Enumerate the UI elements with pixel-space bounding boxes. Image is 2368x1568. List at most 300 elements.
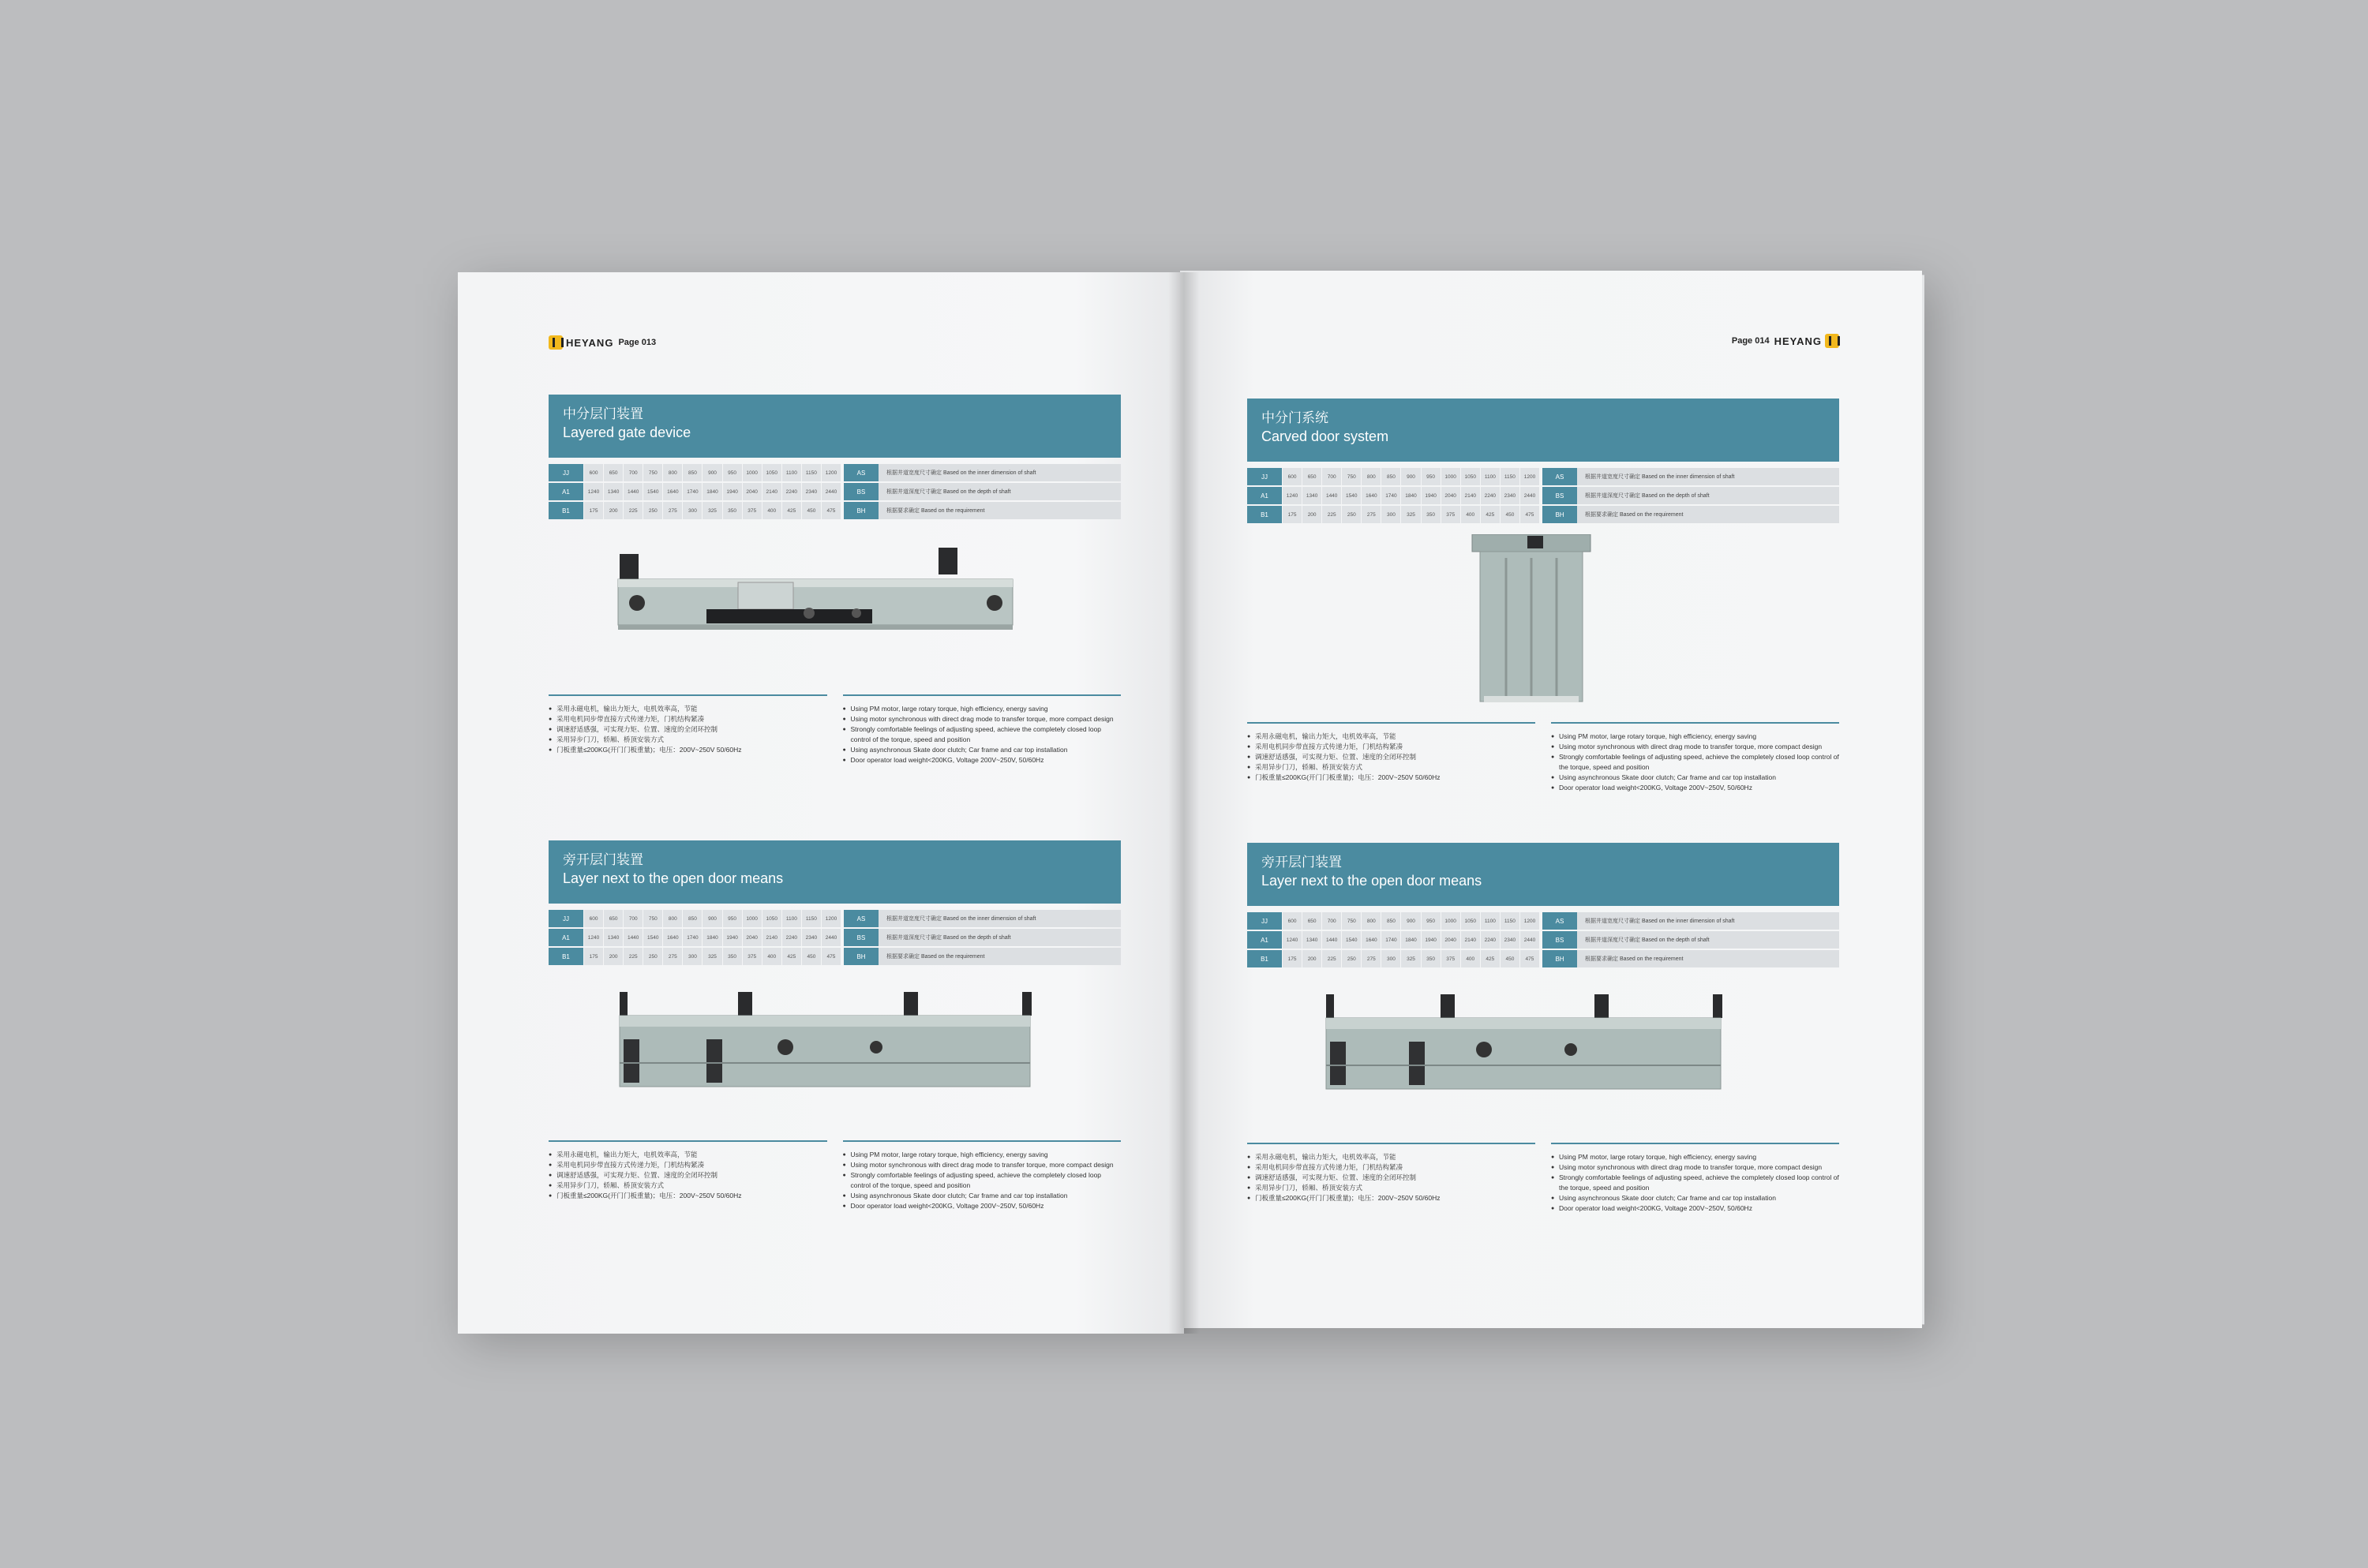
spec-cell: 350 bbox=[722, 948, 742, 965]
spec-cell: 475 bbox=[821, 502, 841, 519]
spec-table bbox=[549, 910, 1121, 967]
spec-cell: 650 bbox=[1302, 912, 1321, 930]
spec-desc-row bbox=[1542, 931, 1839, 949]
notes-en bbox=[1551, 722, 1839, 793]
spec-cell: 950 bbox=[722, 910, 742, 927]
spec-cell: 2240 bbox=[1480, 931, 1500, 949]
spec-desc-text: 根据井道宽度尺寸确定 Based on the inner dimension of shaft bbox=[1577, 912, 1839, 930]
brand-logo bbox=[1774, 334, 1839, 348]
section-side-opening bbox=[549, 840, 1121, 1211]
spec-cell: 1340 bbox=[1302, 487, 1321, 504]
spec-cell: 425 bbox=[1480, 506, 1500, 523]
feature-note: ● Strongly comfortable feelings of adjusting speed, achieve the completely closed loop control of the torque, speed and position bbox=[843, 1170, 1122, 1191]
brand-logo bbox=[549, 335, 613, 350]
spec-cell: 1240 bbox=[583, 929, 603, 946]
spec-code: JJ bbox=[1247, 912, 1282, 930]
left-page bbox=[458, 272, 1184, 1334]
spec-cell: 325 bbox=[1400, 950, 1420, 967]
spec-cell: 375 bbox=[742, 502, 762, 519]
spec-cell: 1940 bbox=[722, 929, 742, 946]
spec-desc-row bbox=[844, 910, 1121, 927]
spec-cell: 900 bbox=[1400, 912, 1420, 930]
spec-cell: 600 bbox=[1282, 912, 1302, 930]
spec-cell: 1440 bbox=[623, 929, 643, 946]
spec-cell: 1050 bbox=[1460, 912, 1480, 930]
spec-values bbox=[549, 464, 841, 521]
spec-cell: 900 bbox=[1400, 468, 1420, 485]
spec-code: B1 bbox=[1247, 950, 1282, 967]
spec-cell: 425 bbox=[1480, 950, 1500, 967]
spec-code: JJ bbox=[549, 910, 583, 927]
spec-code: B1 bbox=[549, 502, 583, 519]
spec-cell: 300 bbox=[682, 502, 702, 519]
spec-cell: 250 bbox=[1341, 506, 1361, 523]
section-title-en: Carved door system bbox=[1261, 428, 1389, 444]
spec-descriptions bbox=[844, 464, 1121, 521]
spec-desc-text: 根据要求确定 Based on the requirement bbox=[1577, 950, 1839, 967]
spec-cell: 2140 bbox=[1460, 487, 1480, 504]
spec-cell: 1840 bbox=[702, 929, 721, 946]
feature-note: ● 采用异步门刀，轿厢、桥顶安装方式 bbox=[1247, 762, 1535, 773]
spec-cell: 1050 bbox=[762, 464, 781, 481]
spec-table bbox=[549, 464, 1121, 521]
spec-cell: 325 bbox=[1400, 506, 1420, 523]
spec-cell: 1340 bbox=[1302, 931, 1321, 949]
right-page bbox=[1180, 271, 1922, 1328]
spec-cell: 800 bbox=[1361, 912, 1381, 930]
page-number: Page 014 bbox=[1731, 336, 1770, 346]
spec-cell: 1050 bbox=[1460, 468, 1480, 485]
spec-cell: 1200 bbox=[1519, 912, 1539, 930]
notes-en bbox=[843, 694, 1122, 765]
spec-cell: 400 bbox=[762, 948, 781, 965]
spec-desc-text: 根据要求确定 Based on the requirement bbox=[1577, 506, 1839, 523]
spec-cell: 300 bbox=[1381, 950, 1400, 967]
spec-code: BS bbox=[844, 483, 879, 500]
spec-desc-row bbox=[844, 948, 1121, 965]
spec-values bbox=[1247, 912, 1539, 969]
page-number: Page 013 bbox=[618, 338, 657, 347]
spec-row bbox=[1247, 931, 1539, 949]
logo-text: HEYANG bbox=[566, 336, 614, 349]
feature-note: ● 采用异步门刀，轿厢、桥顶安装方式 bbox=[549, 735, 827, 745]
spec-row bbox=[1247, 506, 1539, 523]
spec-cell: 700 bbox=[1321, 468, 1341, 485]
feature-notes bbox=[1247, 722, 1839, 793]
spec-code: AS bbox=[1542, 468, 1577, 485]
section-banner bbox=[1247, 843, 1839, 906]
spec-cell: 175 bbox=[583, 502, 603, 519]
spec-row bbox=[549, 948, 841, 965]
feature-note: ● Using PM motor, large rotary torque, high efficiency, energy saving bbox=[843, 1150, 1122, 1160]
section-title-en: Layer next to the open door means bbox=[1261, 873, 1482, 889]
door-operator-illustration bbox=[1247, 979, 1839, 1136]
spec-cell: 1740 bbox=[682, 929, 702, 946]
spec-cell: 2340 bbox=[1500, 931, 1519, 949]
spec-cell: 200 bbox=[1302, 506, 1321, 523]
spec-cell: 175 bbox=[1282, 950, 1302, 967]
spec-cell: 225 bbox=[623, 502, 643, 519]
spec-cell: 1940 bbox=[1421, 487, 1441, 504]
spec-cell: 1200 bbox=[821, 910, 841, 927]
spec-code: A1 bbox=[549, 929, 583, 946]
section-title-cn: 中分层门装置 bbox=[563, 406, 643, 421]
spec-cell: 2340 bbox=[801, 929, 821, 946]
spec-cell: 2040 bbox=[1441, 487, 1460, 504]
spec-cell: 950 bbox=[1421, 912, 1441, 930]
product-image-center-opening bbox=[549, 530, 1121, 688]
spec-cell: 350 bbox=[722, 502, 742, 519]
feature-note: ● Using motor synchronous with direct drag mode to transfer torque, more compact design bbox=[1551, 1162, 1839, 1173]
spec-cell: 750 bbox=[1341, 468, 1361, 485]
door-operator-illustration bbox=[549, 530, 1121, 688]
spec-cell: 700 bbox=[623, 910, 643, 927]
spec-row bbox=[549, 483, 841, 500]
spec-code: BS bbox=[1542, 931, 1577, 949]
spec-cell: 750 bbox=[643, 910, 662, 927]
spec-cell: 1540 bbox=[1341, 931, 1361, 949]
spec-cell: 2440 bbox=[1519, 487, 1539, 504]
spec-cell: 200 bbox=[603, 502, 623, 519]
spec-cell: 225 bbox=[1321, 950, 1341, 967]
feature-note: ● Using asynchronous Skate door clutch; Car frame and car top installation bbox=[1551, 773, 1839, 783]
feature-note: ● 采用电机同步带直接方式传递力矩，门机结构紧凑 bbox=[549, 1160, 827, 1170]
section-title-cn: 旁开层门装置 bbox=[1261, 855, 1342, 870]
spec-cell: 600 bbox=[583, 910, 603, 927]
product-image-side-opening bbox=[1247, 979, 1839, 1136]
spec-cell: 1150 bbox=[1500, 468, 1519, 485]
feature-note: ● 采用电机同步带直接方式传递力矩，门机结构紧凑 bbox=[1247, 742, 1535, 752]
spec-code: JJ bbox=[549, 464, 583, 481]
spec-row bbox=[549, 464, 841, 481]
feature-note: ● Door operator load weight<200KG, Voltage 200V~250V, 50/60Hz bbox=[843, 755, 1122, 765]
spec-cell: 650 bbox=[1302, 468, 1321, 485]
feature-note: ● 门板重量≤200KG(开门门板重量)；电压：200V~250V 50/60Hz bbox=[1247, 773, 1535, 783]
spec-cell: 900 bbox=[702, 464, 721, 481]
feature-note: ● Using PM motor, large rotary torque, high efficiency, energy saving bbox=[843, 704, 1122, 714]
feature-note: ● Strongly comfortable feelings of adjusting speed, achieve the completely closed loop control of the torque, speed and position bbox=[843, 724, 1122, 745]
spec-cell: 375 bbox=[742, 948, 762, 965]
spec-cell: 475 bbox=[821, 948, 841, 965]
spec-desc-row bbox=[844, 929, 1121, 946]
spec-cell: 2040 bbox=[742, 929, 762, 946]
section-title-cn: 中分门系统 bbox=[1261, 410, 1328, 425]
spec-cell: 450 bbox=[1500, 950, 1519, 967]
spec-cell: 1440 bbox=[623, 483, 643, 500]
spec-desc-text: 根据井道深度尺寸确定 Based on the depth of shaft bbox=[879, 929, 1121, 946]
spec-desc-text: 根据井道宽度尺寸确定 Based on the inner dimension of shaft bbox=[879, 464, 1121, 481]
spec-cell: 300 bbox=[682, 948, 702, 965]
spec-descriptions bbox=[844, 910, 1121, 967]
notes-cn bbox=[1247, 1143, 1535, 1214]
feature-note: ● 调速舒适感强，可实现力矩、位置、速度的全闭环控制 bbox=[1247, 752, 1535, 762]
spec-cell: 1240 bbox=[583, 483, 603, 500]
spec-cell: 600 bbox=[1282, 468, 1302, 485]
spec-row bbox=[1247, 912, 1539, 930]
feature-note: ● 调速舒适感强，可实现力矩、位置、速度的全闭环控制 bbox=[549, 724, 827, 735]
feature-note: ● Using motor synchronous with direct drag mode to transfer torque, more compact design bbox=[843, 1160, 1122, 1170]
spec-cell: 450 bbox=[801, 948, 821, 965]
section-side-opening-right bbox=[1247, 843, 1839, 1214]
spec-cell: 1540 bbox=[643, 929, 662, 946]
spec-cell: 1540 bbox=[1341, 487, 1361, 504]
spec-cell: 1640 bbox=[662, 929, 682, 946]
spec-desc-text: 根据井道深度尺寸确定 Based on the depth of shaft bbox=[879, 483, 1121, 500]
spec-desc-row bbox=[844, 502, 1121, 519]
section-banner bbox=[1247, 399, 1839, 462]
spec-row bbox=[549, 929, 841, 946]
spec-cell: 1100 bbox=[781, 464, 801, 481]
spec-cell: 950 bbox=[722, 464, 742, 481]
feature-note: ● Using motor synchronous with direct drag mode to transfer torque, more compact design bbox=[843, 714, 1122, 724]
spec-cell: 850 bbox=[682, 464, 702, 481]
feature-note: ● Using PM motor, large rotary torque, high efficiency, energy saving bbox=[1551, 732, 1839, 742]
spec-cell: 1640 bbox=[1361, 487, 1381, 504]
feature-note: ● 门板重量≤200KG(开门门板重量)；电压：200V~250V 50/60Hz bbox=[549, 1191, 827, 1201]
spec-cell: 2040 bbox=[1441, 931, 1460, 949]
spec-cell: 400 bbox=[762, 502, 781, 519]
spec-cell: 650 bbox=[603, 910, 623, 927]
spec-cell: 200 bbox=[603, 948, 623, 965]
spec-desc-text: 根据井道深度尺寸确定 Based on the depth of shaft bbox=[1577, 931, 1839, 949]
spec-cell: 2240 bbox=[1480, 487, 1500, 504]
feature-note: ● 采用异步门刀，轿厢、桥顶安装方式 bbox=[1247, 1183, 1535, 1193]
spec-cell: 850 bbox=[682, 910, 702, 927]
spec-code: BH bbox=[844, 502, 879, 519]
spec-desc-row bbox=[844, 464, 1121, 481]
spec-cell: 475 bbox=[1519, 950, 1539, 967]
spec-cell: 1150 bbox=[1500, 912, 1519, 930]
spec-code: BH bbox=[1542, 950, 1577, 967]
spec-cell: 1840 bbox=[1400, 931, 1420, 949]
spec-cell: 700 bbox=[1321, 912, 1341, 930]
spec-cell: 2040 bbox=[742, 483, 762, 500]
spec-desc-text: 根据要求确定 Based on the requirement bbox=[879, 948, 1121, 965]
spec-code: BS bbox=[844, 929, 879, 946]
feature-note: ● Using PM motor, large rotary torque, high efficiency, energy saving bbox=[1551, 1152, 1839, 1162]
spec-cell: 350 bbox=[1421, 950, 1441, 967]
spec-cell: 425 bbox=[781, 948, 801, 965]
spec-cell: 800 bbox=[662, 910, 682, 927]
spec-code: B1 bbox=[1247, 506, 1282, 523]
feature-note: ● Using asynchronous Skate door clutch; Car frame and car top installation bbox=[1551, 1193, 1839, 1203]
product-image-door-system bbox=[1247, 534, 1839, 716]
spec-code: JJ bbox=[1247, 468, 1282, 485]
spec-cell: 1840 bbox=[702, 483, 721, 500]
spec-cell: 1740 bbox=[1381, 931, 1400, 949]
spec-cell: 1000 bbox=[1441, 912, 1460, 930]
spec-row bbox=[1247, 468, 1539, 485]
spec-cell: 325 bbox=[702, 948, 721, 965]
feature-note: ● 采用永磁电机，输出力矩大，电机效率高，节能 bbox=[1247, 1152, 1535, 1162]
spec-cell: 2440 bbox=[1519, 931, 1539, 949]
spec-desc-text: 根据井道深度尺寸确定 Based on the depth of shaft bbox=[1577, 487, 1839, 504]
spec-cell: 200 bbox=[1302, 950, 1321, 967]
spec-cell: 2240 bbox=[781, 483, 801, 500]
feature-note: ● Door operator load weight<200KG, Voltage 200V~250V, 50/60Hz bbox=[1551, 1203, 1839, 1214]
spec-cell: 275 bbox=[662, 502, 682, 519]
feature-note: ● Using motor synchronous with direct drag mode to transfer torque, more compact design bbox=[1551, 742, 1839, 752]
left-header bbox=[549, 335, 656, 350]
spec-cell: 425 bbox=[781, 502, 801, 519]
spec-cell: 1740 bbox=[682, 483, 702, 500]
feature-note: ● 门板重量≤200KG(开门门板重量)；电压：200V~250V 50/60Hz bbox=[1247, 1193, 1535, 1203]
spec-descriptions bbox=[1542, 468, 1839, 525]
spec-cell: 175 bbox=[1282, 506, 1302, 523]
spec-desc-row bbox=[1542, 506, 1839, 523]
product-image-side-opening bbox=[549, 976, 1121, 1134]
spec-cell: 275 bbox=[1361, 950, 1381, 967]
notes-cn bbox=[549, 694, 827, 765]
spec-cell: 800 bbox=[1361, 468, 1381, 485]
spec-desc-row bbox=[1542, 468, 1839, 485]
spec-cell: 700 bbox=[623, 464, 643, 481]
notes-cn bbox=[549, 1140, 827, 1211]
feature-note: ● Using asynchronous Skate door clutch; Car frame and car top installation bbox=[843, 745, 1122, 755]
spec-cell: 350 bbox=[1421, 506, 1441, 523]
logo-icon bbox=[1825, 334, 1839, 348]
spec-code: BH bbox=[1542, 506, 1577, 523]
spec-row bbox=[549, 502, 841, 519]
door-system-illustration bbox=[1247, 534, 1839, 716]
feature-note: ● 调速舒适感强，可实现力矩、位置、速度的全闭环控制 bbox=[549, 1170, 827, 1181]
spec-cell: 850 bbox=[1381, 912, 1400, 930]
spec-cell: 225 bbox=[1321, 506, 1341, 523]
feature-note: ● Using asynchronous Skate door clutch; Car frame and car top installation bbox=[843, 1191, 1122, 1201]
spec-cell: 750 bbox=[1341, 912, 1361, 930]
spec-code: A1 bbox=[1247, 931, 1282, 949]
spec-cell: 450 bbox=[1500, 506, 1519, 523]
spec-row bbox=[549, 910, 841, 927]
spec-cell: 1440 bbox=[1321, 931, 1341, 949]
spec-row bbox=[1247, 950, 1539, 967]
spec-cell: 1940 bbox=[722, 483, 742, 500]
spec-cell: 1340 bbox=[603, 483, 623, 500]
spec-cell: 900 bbox=[702, 910, 721, 927]
spec-cell: 600 bbox=[583, 464, 603, 481]
spec-code: AS bbox=[844, 910, 879, 927]
spec-cell: 1200 bbox=[1519, 468, 1539, 485]
spec-cell: 1640 bbox=[662, 483, 682, 500]
spec-cell: 300 bbox=[1381, 506, 1400, 523]
spec-cell: 1100 bbox=[1480, 912, 1500, 930]
notes-en bbox=[1551, 1143, 1839, 1214]
spec-desc-row bbox=[1542, 487, 1839, 504]
feature-note: ● 采用永磁电机，输出力矩大，电机效率高，节能 bbox=[549, 704, 827, 714]
right-header bbox=[1732, 334, 1839, 348]
door-operator-illustration bbox=[549, 976, 1121, 1134]
spec-cell: 1200 bbox=[821, 464, 841, 481]
spec-cell: 2240 bbox=[781, 929, 801, 946]
spec-desc-text: 根据井道宽度尺寸确定 Based on the inner dimension of shaft bbox=[879, 910, 1121, 927]
spec-desc-text: 根据井道宽度尺寸确定 Based on the inner dimension of shaft bbox=[1577, 468, 1839, 485]
spec-cell: 2140 bbox=[1460, 931, 1480, 949]
spec-cell: 1000 bbox=[1441, 468, 1460, 485]
section-banner bbox=[549, 395, 1121, 458]
spec-desc-row bbox=[1542, 950, 1839, 967]
feature-notes bbox=[549, 1140, 1121, 1211]
spec-cell: 400 bbox=[1460, 950, 1480, 967]
feature-note: ● 调速舒适感强，可实现力矩、位置、速度的全闭环控制 bbox=[1247, 1173, 1535, 1183]
spec-cell: 1340 bbox=[603, 929, 623, 946]
section-banner bbox=[549, 840, 1121, 904]
spec-cell: 275 bbox=[1361, 506, 1381, 523]
feature-note: ● Door operator load weight<200KG, Voltage 200V~250V, 50/60Hz bbox=[1551, 783, 1839, 793]
spec-cell: 2140 bbox=[762, 483, 781, 500]
spec-cell: 750 bbox=[643, 464, 662, 481]
spec-desc-text: 根据要求确定 Based on the requirement bbox=[879, 502, 1121, 519]
spec-code: A1 bbox=[549, 483, 583, 500]
spec-cell: 2340 bbox=[1500, 487, 1519, 504]
spec-cell: 475 bbox=[1519, 506, 1539, 523]
spec-cell: 400 bbox=[1460, 506, 1480, 523]
feature-note: ● 采用异步门刀，轿厢、桥顶安装方式 bbox=[549, 1181, 827, 1191]
section-center-door-system bbox=[1247, 399, 1839, 793]
spec-table bbox=[1247, 912, 1839, 969]
spec-cell: 1440 bbox=[1321, 487, 1341, 504]
spec-cell: 850 bbox=[1381, 468, 1400, 485]
spec-cell: 1150 bbox=[801, 910, 821, 927]
section-layered-gate bbox=[549, 395, 1121, 765]
spec-cell: 250 bbox=[643, 502, 662, 519]
logo-icon bbox=[549, 335, 563, 350]
spec-cell: 650 bbox=[603, 464, 623, 481]
spec-code: A1 bbox=[1247, 487, 1282, 504]
spec-cell: 325 bbox=[702, 502, 721, 519]
feature-note: ● 采用电机同步带直接方式传递力矩，门机结构紧凑 bbox=[549, 714, 827, 724]
spec-cell: 1740 bbox=[1381, 487, 1400, 504]
spec-cell: 1100 bbox=[1480, 468, 1500, 485]
spec-cell: 1540 bbox=[643, 483, 662, 500]
feature-note: ● 采用电机同步带直接方式传递力矩，门机结构紧凑 bbox=[1247, 1162, 1535, 1173]
feature-notes bbox=[549, 694, 1121, 765]
spec-cell: 1000 bbox=[742, 464, 762, 481]
spec-cell: 1150 bbox=[801, 464, 821, 481]
spec-cell: 175 bbox=[583, 948, 603, 965]
spec-cell: 450 bbox=[801, 502, 821, 519]
section-title-cn: 旁开层门装置 bbox=[563, 852, 643, 867]
spec-code: AS bbox=[1542, 912, 1577, 930]
spec-desc-row bbox=[1542, 912, 1839, 930]
spec-cell: 1640 bbox=[1361, 931, 1381, 949]
spec-code: B1 bbox=[549, 948, 583, 965]
spec-cell: 1000 bbox=[742, 910, 762, 927]
feature-note: ● Strongly comfortable feelings of adjusting speed, achieve the completely closed loop control of the torque, speed and position bbox=[1551, 752, 1839, 773]
spec-cell: 375 bbox=[1441, 506, 1460, 523]
feature-notes bbox=[1247, 1143, 1839, 1214]
spec-table bbox=[1247, 468, 1839, 525]
spec-cell: 1840 bbox=[1400, 487, 1420, 504]
spec-cell: 1240 bbox=[1282, 931, 1302, 949]
spec-values bbox=[549, 910, 841, 967]
spec-cell: 1100 bbox=[781, 910, 801, 927]
spec-code: BS bbox=[1542, 487, 1577, 504]
spec-cell: 800 bbox=[662, 464, 682, 481]
spec-row bbox=[1247, 487, 1539, 504]
spec-values bbox=[1247, 468, 1539, 525]
notes-cn bbox=[1247, 722, 1535, 793]
feature-note: ● 门板重量≤200KG(开门门板重量)；电压：200V~250V 50/60Hz bbox=[549, 745, 827, 755]
spec-cell: 275 bbox=[662, 948, 682, 965]
spec-cell: 225 bbox=[623, 948, 643, 965]
spec-cell: 2440 bbox=[821, 483, 841, 500]
spec-code: AS bbox=[844, 464, 879, 481]
spec-cell: 250 bbox=[643, 948, 662, 965]
spec-cell: 250 bbox=[1341, 950, 1361, 967]
notes-en bbox=[843, 1140, 1122, 1211]
feature-note: ● 采用永磁电机，输出力矩大，电机效率高，节能 bbox=[1247, 732, 1535, 742]
section-title-en: Layered gate device bbox=[563, 425, 691, 440]
